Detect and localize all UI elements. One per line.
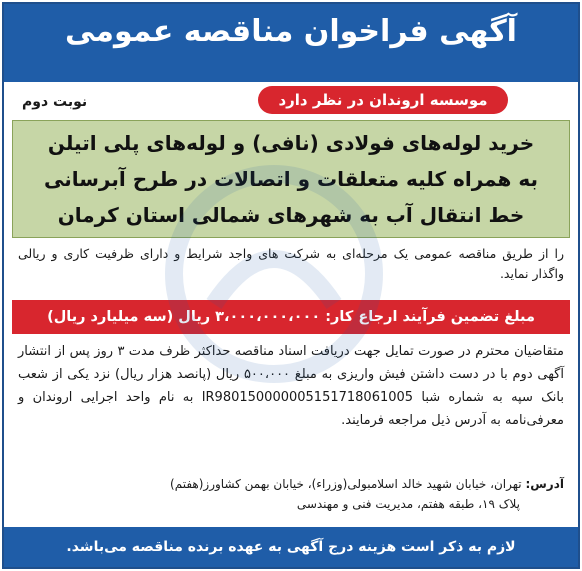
address-text: تهران، خیابان شهید خالد اسلامبولی(وزراء)، خیابان بهمن کشاورز(هفتم)	[170, 477, 522, 491]
footer-band: لازم به ذکر است هزینه درج آگهی به عهده برنده مناقصه می‌باشد.	[4, 527, 578, 567]
subject-line: به همراه کلیه متعلقات و اتصالات در طرح آبرسانی	[44, 167, 539, 191]
address-line-1	[18, 474, 564, 494]
address-label: آدرس:	[525, 477, 564, 491]
page-title: آگهی فراخوان مناقصه عمومی	[65, 14, 517, 49]
address-block	[18, 474, 564, 514]
tender-notice	[2, 2, 580, 569]
header-band	[4, 4, 578, 82]
subject-line: خط انتقال آب به شهرهای شمالی استان کرمان	[57, 203, 525, 227]
instructions-paragraph: متقاضیان محترم در صورت تمایل جهت دریافت اسناد مناقصه حداکثر ظرف مدت ۳ روز پس از انتشار آگهی دوم با در دست داشتن فیش واریزی به مبلغ ۵۰۰،۰۰۰ ریال (پانصد هزار ریال) نزد یکی از شعب بانک سپه به شماره شبا IR980150000005151718061005 به نام واحد اجرایی اروندان و معرفی‌نامه به آدرس ذیل مراجعه فرمایند.	[18, 344, 564, 428]
badge-row	[4, 84, 578, 118]
deposit-amount-bar: مبلغ تضمین فرآیند ارجاع کار: ۳،۰۰۰،۰۰۰،۰۰۰ ریال (سه میلیارد ریال)	[12, 300, 570, 334]
address-line-2: پلاک ۱۹، طبقه هفتم، مدیریت فنی و مهندسی	[296, 497, 520, 511]
intro-text: را از طریق مناقصه عمومی یک مرحله‌ای به شرکت های واجد شرایط و دارای ظرفیت کاری و ریالی واگذار نماید.	[18, 246, 564, 281]
subject-line: خرید لوله‌های فولادی (نافی) و لوله‌های پلی اتیلن	[47, 131, 535, 155]
round-label: نوبت دوم	[22, 94, 88, 110]
subject-box	[12, 120, 570, 238]
organization-badge: موسسه اروندان در نظر دارد	[258, 86, 508, 114]
